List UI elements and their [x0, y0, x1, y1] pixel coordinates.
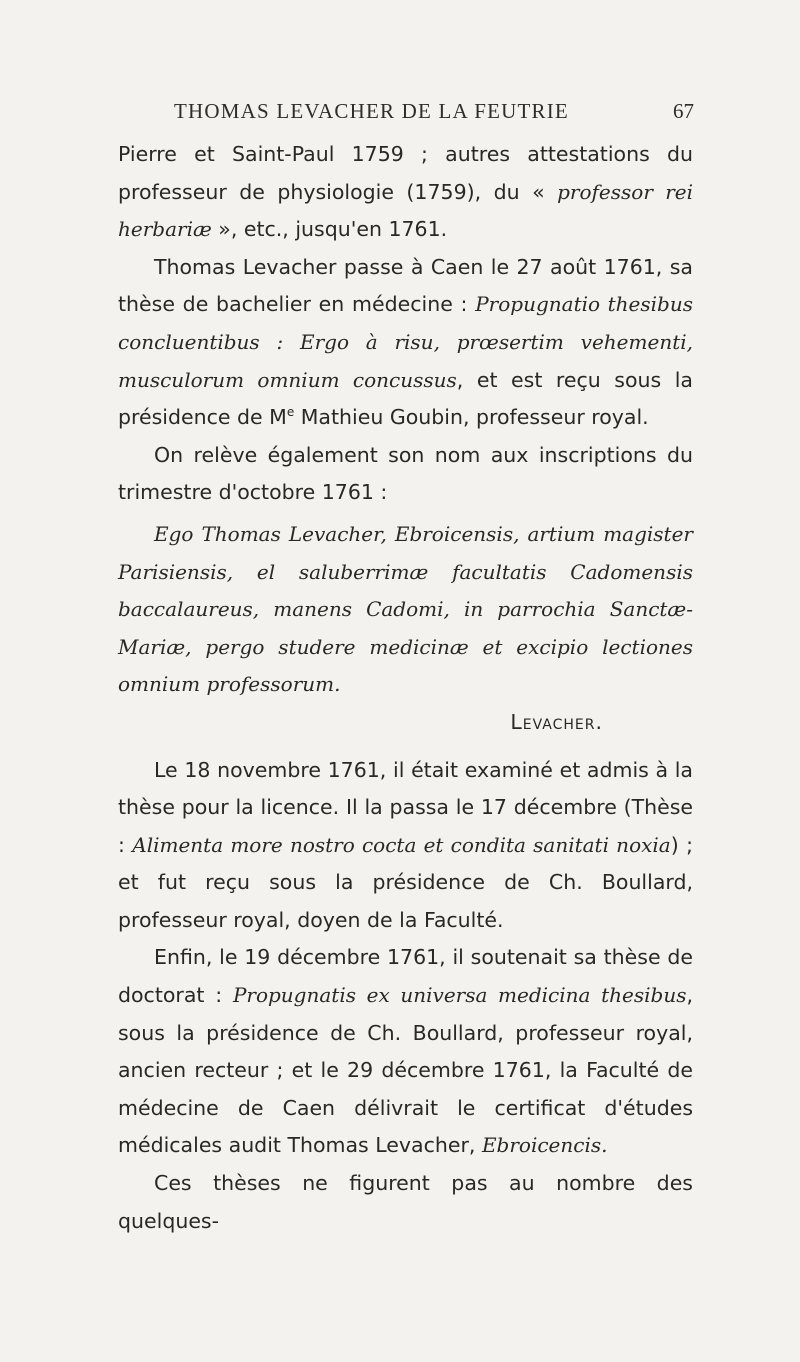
- paragraph-2-thesis-title: Propugnatio thesibus concluentibus : Ergo à risu, prœsertim vehementi, musculorum omnium concussus: [118, 292, 693, 392]
- paragraph-3-text: On relève également son nom aux inscriptions du trimestre d'octobre 1761 :: [118, 442, 693, 505]
- paragraph-6: [118, 1165, 693, 1240]
- paragraph-3: [118, 437, 693, 512]
- paragraph-1-text-a: Pierre et Saint-Paul 1759 ; autres attestations du professeur de physiologie (1759), du «: [118, 142, 693, 204]
- paragraph-4-thesis-title: Alimenta more nostro cocta et condita sanitati noxia: [132, 832, 671, 857]
- paragraph-4-text-a: Le 18 novembre 1761, il était examiné et admis à la thèse pour la licence. Il la passa le 17 décembre (Thèse :: [118, 757, 693, 857]
- paragraph-5: [118, 939, 693, 1165]
- paragraph-2-text-b: , et est reçu sous la présidence de M: [118, 367, 693, 430]
- paragraph-2: [118, 249, 693, 437]
- paragraph-1-text-b: », etc., jusqu'en 1761.: [211, 217, 448, 242]
- paragraph-2-text-c: Mathieu Goubin, professeur royal.: [294, 405, 649, 430]
- page-header: [174, 99, 694, 124]
- paragraph-1: [118, 136, 693, 249]
- latin-inscription-text: Ego Thomas Levacher, Ebroicensis, artium magister Parisiensis, el saluberrimæ facultatis Cadomensis baccalaureus, manens Cadomi, in parrochia Sanctæ-Mariæ, pergo studere medicinæ et excipio lectiones omnium professorum.: [118, 521, 693, 697]
- running-title: THOMAS LEVACHER DE LA FEUTRIE: [174, 99, 569, 123]
- paragraph-5-text-a: Enfin, le 19 décembre 1761, il soutenait sa thèse de doctorat :: [118, 945, 693, 1008]
- paragraph-2-text-a: Thomas Levacher passe à Caen le 27 août 1761, sa thèse de bachelier en médecine :: [118, 254, 693, 317]
- body-text: [118, 136, 693, 1240]
- paragraph-1-italic: professor rei herbariæ: [118, 179, 693, 242]
- signature: Levacher.: [510, 709, 603, 734]
- paragraph-5-thesis-title: Propugnatis ex universa medicina thesibus: [232, 983, 687, 1008]
- latin-inscription: [118, 516, 693, 704]
- paragraph-4-text-b: ) ; et fut reçu sous la présidence de Ch. Boullard, professeur royal, doyen de la Faculté.: [118, 832, 693, 932]
- page-number: 67: [673, 99, 694, 123]
- paragraph-5-text-b: , sous la présidence de Ch. Boullard, professeur royal, ancien recteur ; et le 29 décembre 1761, la Faculté de médecine de Caen délivrait le certificat d'études médicales audit Thomas Levacher,: [118, 983, 693, 1158]
- paragraph-4: [118, 752, 693, 940]
- paragraph-2-superscript: e: [286, 405, 295, 420]
- paragraph-5-italic-end: Ebroicencis.: [481, 1133, 608, 1158]
- paragraph-6-text: Ces thèses ne figurent pas au nombre des quelques-: [118, 1171, 693, 1233]
